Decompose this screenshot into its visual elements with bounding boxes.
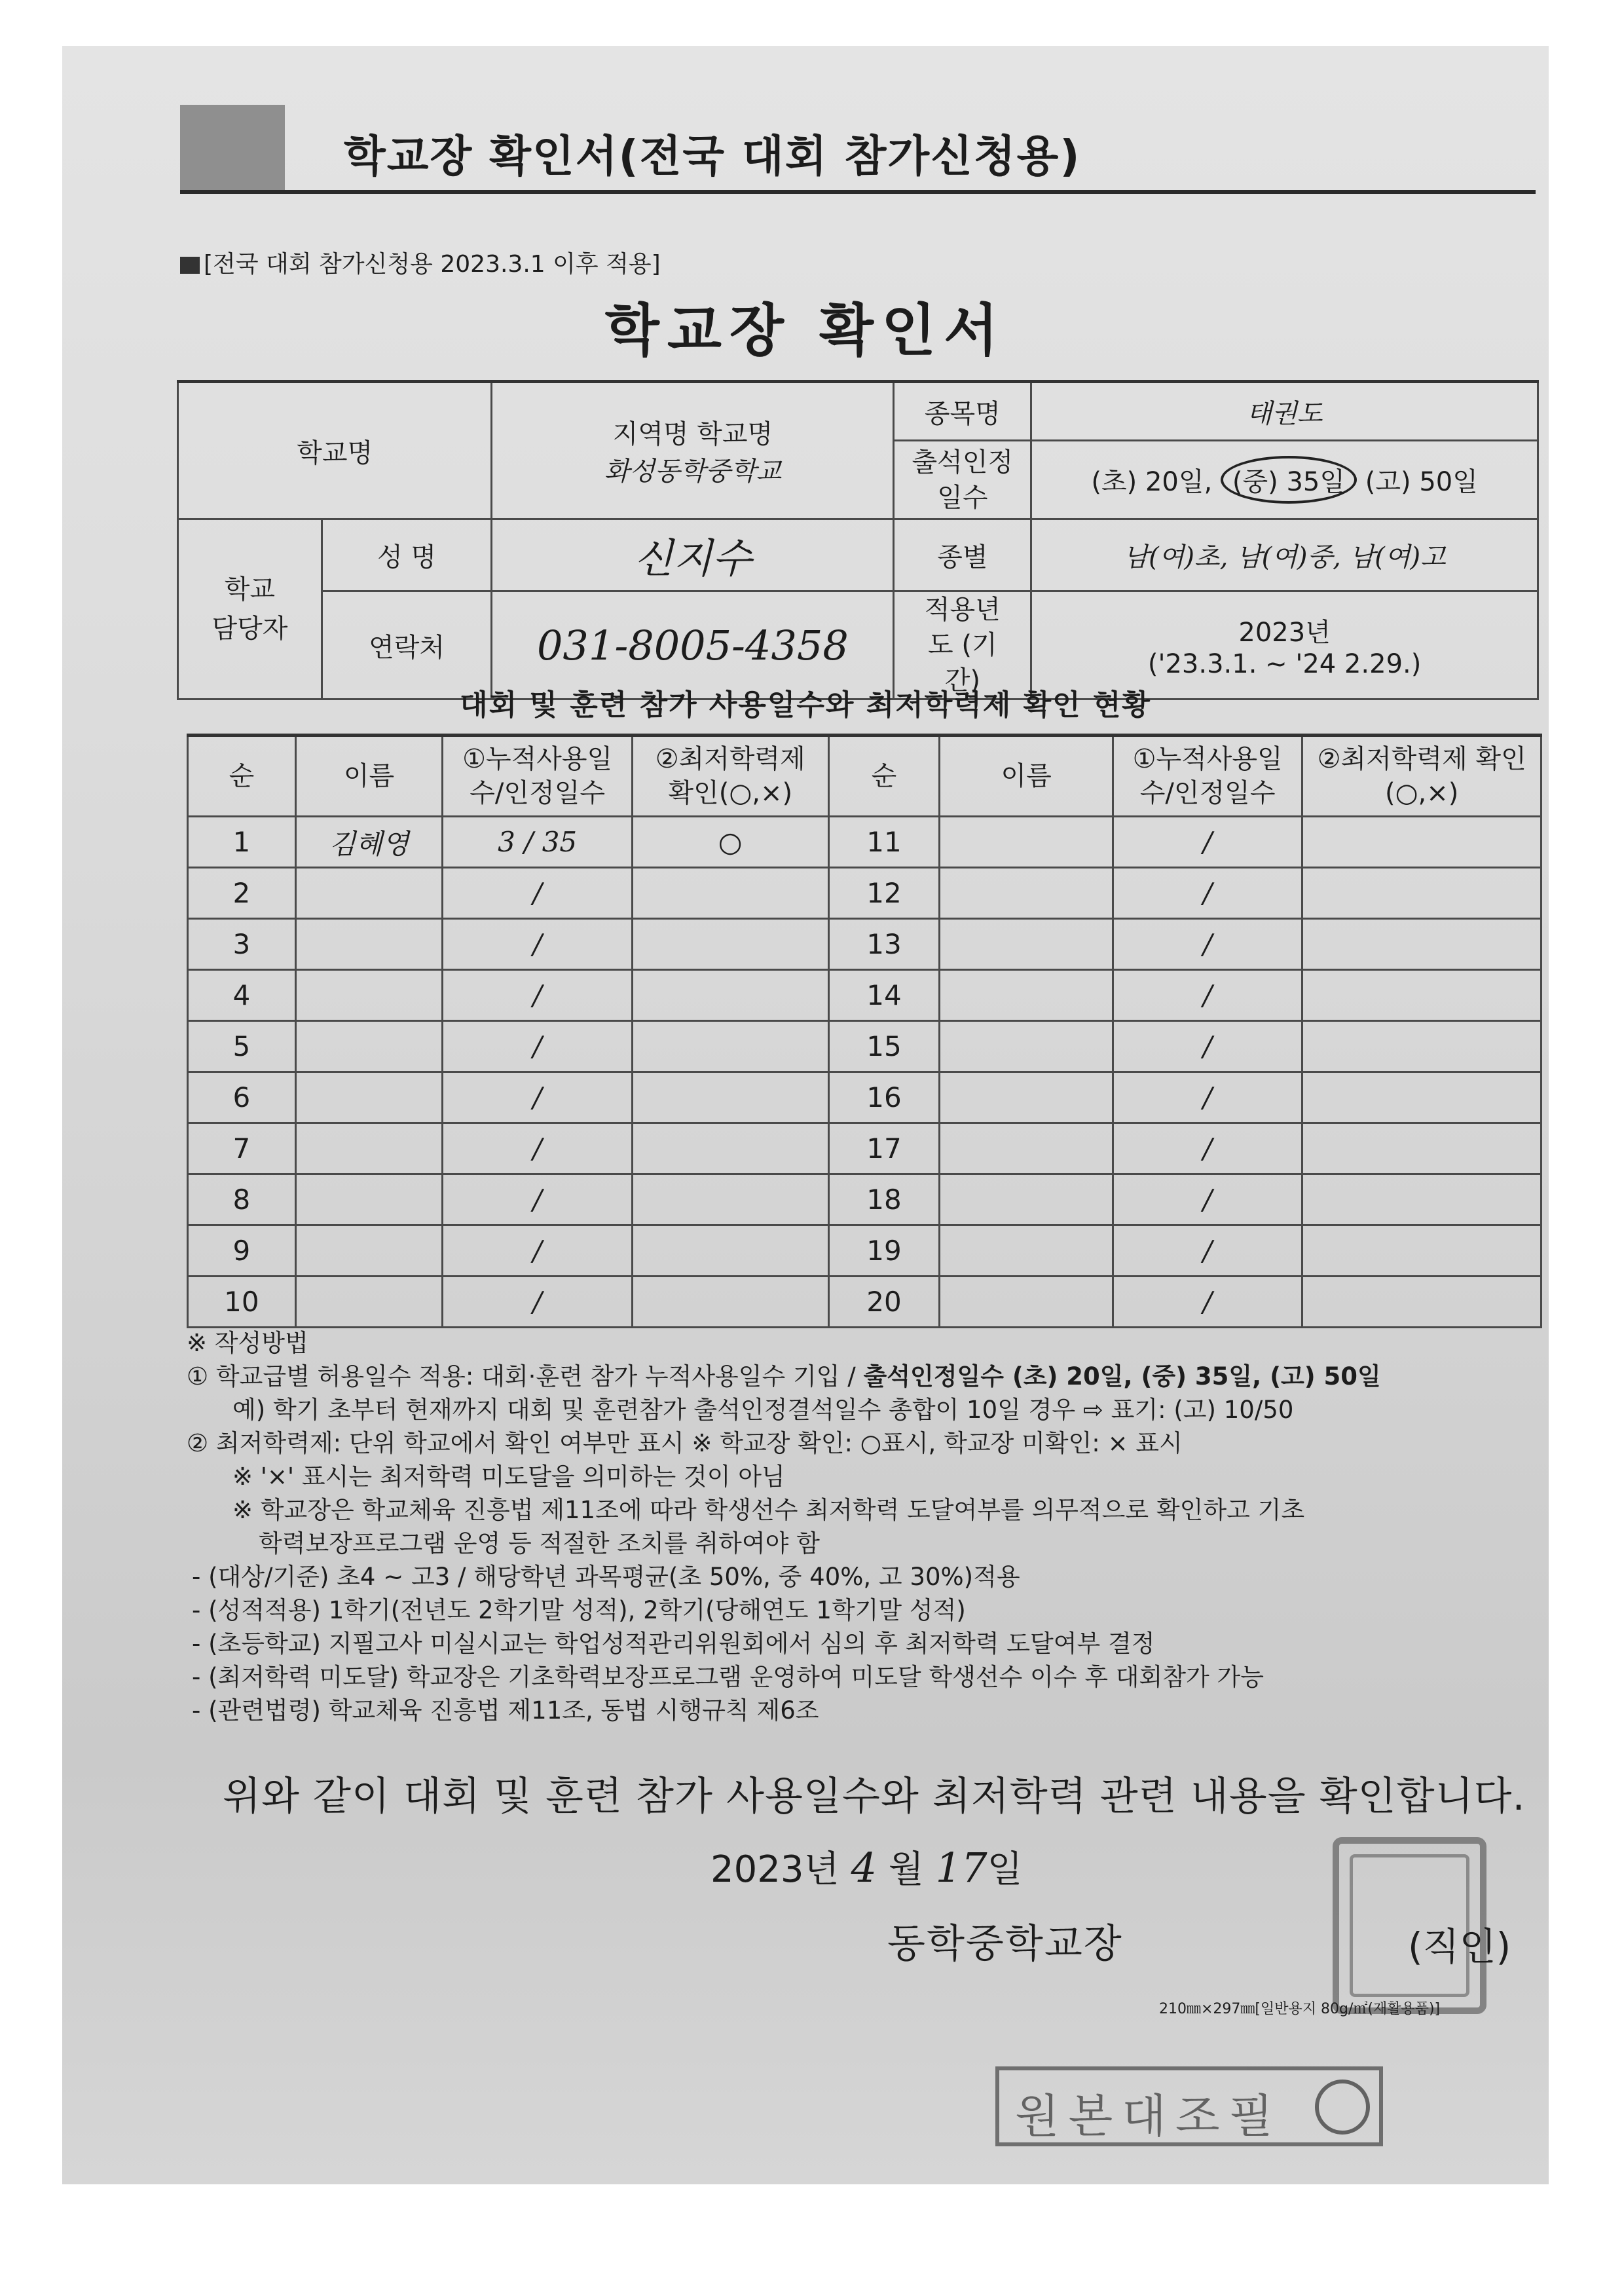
note-1-b: 출석인정일수 (초) 20일, (중) 35일, (고) 50일 <box>863 1362 1381 1390</box>
note-2-sub-2b: 학력보장프로그램 운영 등 적절한 조치를 취하여야 함 <box>259 1529 820 1558</box>
status-right-days: / <box>1113 970 1302 1021</box>
status-left-min <box>632 1277 828 1328</box>
year-value: 2023년 <box>1238 617 1331 648</box>
status-right-no: 16 <box>828 1072 940 1123</box>
note-2: ② 최저학력제: 단위 학교에서 확인 여부만 표시 ※ 학교장 확인: ○표시, 학교장 미확인: × 표시 <box>187 1429 1183 1457</box>
status-right-no: 17 <box>828 1123 940 1174</box>
status-left-min <box>632 1225 828 1277</box>
status-right-days: / <box>1113 1174 1302 1225</box>
status-right-name <box>940 1225 1113 1277</box>
status-left-min <box>632 970 828 1021</box>
status-left-min <box>632 1123 828 1174</box>
note-2-sub-1: ※ '×' 표시는 최저학력 미도달을 의미하는 것이 아님 <box>232 1463 785 1491</box>
status-row <box>188 1174 1541 1225</box>
col-no-right: 순 <box>828 736 940 817</box>
school-label: 학교명 <box>178 382 492 519</box>
status-left-days: / <box>443 1225 633 1277</box>
status-left-min <box>632 1021 828 1072</box>
header-decoration <box>180 105 285 190</box>
status-right-name <box>940 1021 1113 1072</box>
attendance-high: (고) 50일 <box>1365 467 1478 497</box>
status-right-min <box>1302 1072 1541 1123</box>
attendance-mid: (중) 35일 <box>1221 456 1357 504</box>
paper-spec: 210㎜×297㎜[일반용지 80g/㎡(재활용품)] <box>1159 2001 1441 2017</box>
sport-label: 종목명 <box>894 382 1031 441</box>
col-min-left: ②최저학력제 확인(○,×) <box>632 736 828 817</box>
status-right-name <box>940 1174 1113 1225</box>
name-value: 신지수 <box>492 519 894 591</box>
status-right-days: / <box>1113 817 1302 868</box>
status-left-days: / <box>443 868 633 919</box>
status-row <box>188 817 1541 868</box>
sport-value: 태권도 <box>1031 382 1538 441</box>
status-left-name <box>295 1277 443 1328</box>
status-right-min <box>1302 817 1541 868</box>
col-days-left: ①누적사용일수/인정일수 <box>443 736 633 817</box>
original-verified-stamp <box>995 2066 1383 2146</box>
status-body <box>188 817 1541 1328</box>
status-right-name <box>940 1072 1113 1123</box>
status-row <box>188 970 1541 1021</box>
status-right-days: / <box>1113 868 1302 919</box>
col-no-left: 순 <box>188 736 296 817</box>
date-year: 2023년 <box>710 1848 840 1891</box>
status-left-no: 1 <box>188 817 296 868</box>
status-left-no: 7 <box>188 1123 296 1174</box>
square-bullet-icon <box>180 257 200 274</box>
status-left-no: 10 <box>188 1277 296 1328</box>
status-left-min <box>632 1174 828 1225</box>
status-left-days: / <box>443 919 633 970</box>
status-right-min <box>1302 1277 1541 1328</box>
date-day: 17 <box>935 1844 987 1892</box>
note-1-a: ① 학교급별 허용일수 적용: 대회·훈련 참가 누적사용일수 기입 / <box>187 1362 864 1390</box>
status-left-name <box>295 1021 443 1072</box>
attendance-value <box>1031 441 1538 519</box>
status-left-no: 2 <box>188 868 296 919</box>
status-left-min <box>632 919 828 970</box>
status-right-no: 18 <box>828 1174 940 1225</box>
status-right-days: / <box>1113 1021 1302 1072</box>
status-row <box>188 1123 1541 1174</box>
status-row <box>188 868 1541 919</box>
status-row <box>188 1277 1541 1328</box>
status-right-days: / <box>1113 1123 1302 1174</box>
status-left-name <box>295 970 443 1021</box>
status-left-name <box>295 919 443 970</box>
status-left-days: / <box>443 1277 633 1328</box>
status-left-no: 6 <box>188 1072 296 1123</box>
notes-heading: ※ 작성방법 <box>187 1329 308 1357</box>
status-right-name <box>940 817 1113 868</box>
contact-label: 연락처 <box>322 591 492 700</box>
name-label: 성 명 <box>322 519 492 591</box>
version-note <box>180 246 661 279</box>
gender-value: 남(여)초, 남(여)중, 남(여)고 <box>1031 519 1538 591</box>
status-right-name <box>940 1277 1113 1328</box>
header-title: 학교장 확인서(전국 대회 참가신청용) <box>344 131 1081 181</box>
status-right-min <box>1302 868 1541 919</box>
date-month-unit: 월 <box>888 1848 924 1891</box>
status-left-name <box>295 1123 443 1174</box>
status-left-days: / <box>443 1021 633 1072</box>
status-left-days: / <box>443 1174 633 1225</box>
status-right-no: 13 <box>828 919 940 970</box>
version-note-text: [전국 대회 참가신청용 2023.3.1 이후 적용] <box>204 251 661 278</box>
note-bullet-5: - (관련법령) 학교체육 진흥법 제11조, 동법 시행규칙 제6조 <box>192 1696 819 1725</box>
status-right-name <box>940 919 1113 970</box>
status-right-no: 11 <box>828 817 940 868</box>
status-right-name <box>940 868 1113 919</box>
col-days-right: ①누적사용일수/인정일수 <box>1113 736 1302 817</box>
note-2-sub-2: ※ 학교장은 학교체육 진흥법 제11조에 따라 학생선수 최저학력 도달여부를 의무적으로 확인하고 기초 <box>232 1496 1305 1524</box>
note-1-example: 예) 학기 초부터 현재까지 대회 및 훈련참가 출석인정결석일수 총합이 10일 경우 ⇨ 표기: (고) 10/50 <box>232 1396 1294 1424</box>
date-line <box>710 1840 1023 1893</box>
col-min-right: ②최저학력제 확인(○,×) <box>1302 736 1541 817</box>
status-right-no: 20 <box>828 1277 940 1328</box>
status-right-min <box>1302 919 1541 970</box>
document-page <box>62 46 1549 2184</box>
status-right-no: 15 <box>828 1021 940 1072</box>
status-left-name <box>295 1072 443 1123</box>
status-left-name <box>295 868 443 919</box>
status-row <box>188 1072 1541 1123</box>
status-right-min <box>1302 1174 1541 1225</box>
status-right-min <box>1302 1123 1541 1174</box>
school-value: 화성동학중학교 <box>604 457 782 487</box>
status-row <box>188 1021 1541 1072</box>
contact-value: 031-8005-4358 <box>492 591 894 700</box>
status-right-days: / <box>1113 919 1302 970</box>
status-left-days: / <box>443 970 633 1021</box>
confirm-sentence: 위와 같이 대회 및 훈련 참가 사용일수와 최저학력 관련 내용을 확인합니다. <box>223 1774 1526 1819</box>
status-right-name <box>940 970 1113 1021</box>
attendance-label: 출석인정일수 <box>894 441 1031 519</box>
status-table <box>187 734 1542 1328</box>
seal-label: (직인) <box>1408 1924 1511 1969</box>
school-cell <box>492 382 894 519</box>
status-row <box>188 919 1541 970</box>
col-name-left: 이름 <box>295 736 443 817</box>
header-rule <box>180 190 1536 194</box>
notes <box>187 1326 1536 1727</box>
status-left-no: 5 <box>188 1021 296 1072</box>
principal-title: 동학중학교장 <box>887 1921 1123 1967</box>
status-header-row <box>188 736 1541 817</box>
status-right-no: 12 <box>828 868 940 919</box>
attendance-elem: (초) 20일, <box>1091 467 1213 497</box>
status-right-no: 19 <box>828 1225 940 1277</box>
status-right-days: / <box>1113 1225 1302 1277</box>
date-month: 4 <box>851 1844 877 1892</box>
note-1 <box>187 1360 1536 1393</box>
period-value: ('23.3.1. ~ '24 2.29.) <box>1147 648 1422 679</box>
manager-label: 학교 담당자 <box>178 519 322 700</box>
status-left-name <box>295 1225 443 1277</box>
status-left-days: / <box>443 1123 633 1174</box>
document-title: 학교장 확인서 <box>604 298 1006 364</box>
school-hint: 지역명 학교명 <box>612 419 773 449</box>
info-table <box>177 380 1539 700</box>
status-left-no: 9 <box>188 1225 296 1277</box>
status-left-no: 8 <box>188 1174 296 1225</box>
status-left-min <box>632 1072 828 1123</box>
status-left-name: 김혜영 <box>295 817 443 868</box>
status-right-min <box>1302 1021 1541 1072</box>
status-left-no: 3 <box>188 919 296 970</box>
status-left-days: / <box>443 1072 633 1123</box>
note-bullet-1: - (대상/기준) 초4 ~ 고3 / 해당학년 과목평균(초 50%, 중 40%, 고 30%)적용 <box>192 1563 1020 1591</box>
status-right-days: / <box>1113 1277 1302 1328</box>
gender-label: 종별 <box>894 519 1031 591</box>
note-bullet-2: - (성적적용) 1학기(전년도 2학기말 성적), 2학기(당해연도 1학기말 성적) <box>192 1596 966 1624</box>
status-right-min <box>1302 970 1541 1021</box>
note-bullet-4: - (최저학력 미도달) 학교장은 기초학력보장프로그램 운영하여 미도달 학생선수 이수 후 대회참가 가능 <box>192 1663 1264 1691</box>
status-right-name <box>940 1123 1113 1174</box>
status-left-no: 4 <box>188 970 296 1021</box>
year-label: 적용년도 (기간) <box>894 591 1031 700</box>
date-day-unit: 일 <box>987 1848 1023 1891</box>
status-left-days: 3 / 35 <box>443 817 633 868</box>
status-right-days: / <box>1113 1072 1302 1123</box>
status-left-min <box>632 868 828 919</box>
status-left-min: ○ <box>632 817 828 868</box>
note-bullet-3: - (초등학교) 지필고사 미실시교는 학업성적관리위원회에서 심의 후 최저학력 도달여부 결정 <box>192 1630 1155 1658</box>
status-right-no: 14 <box>828 970 940 1021</box>
status-right-min <box>1302 1225 1541 1277</box>
stamp-seal-icon <box>1315 2080 1370 2135</box>
status-left-name <box>295 1174 443 1225</box>
status-row <box>188 1225 1541 1277</box>
original-stamp-text: 원본대조필 <box>1015 2089 1283 2143</box>
status-title: 대회 및 훈련 참가 사용일수와 최저학력제 확인 현황 <box>460 688 1151 722</box>
col-name-right: 이름 <box>940 736 1113 817</box>
